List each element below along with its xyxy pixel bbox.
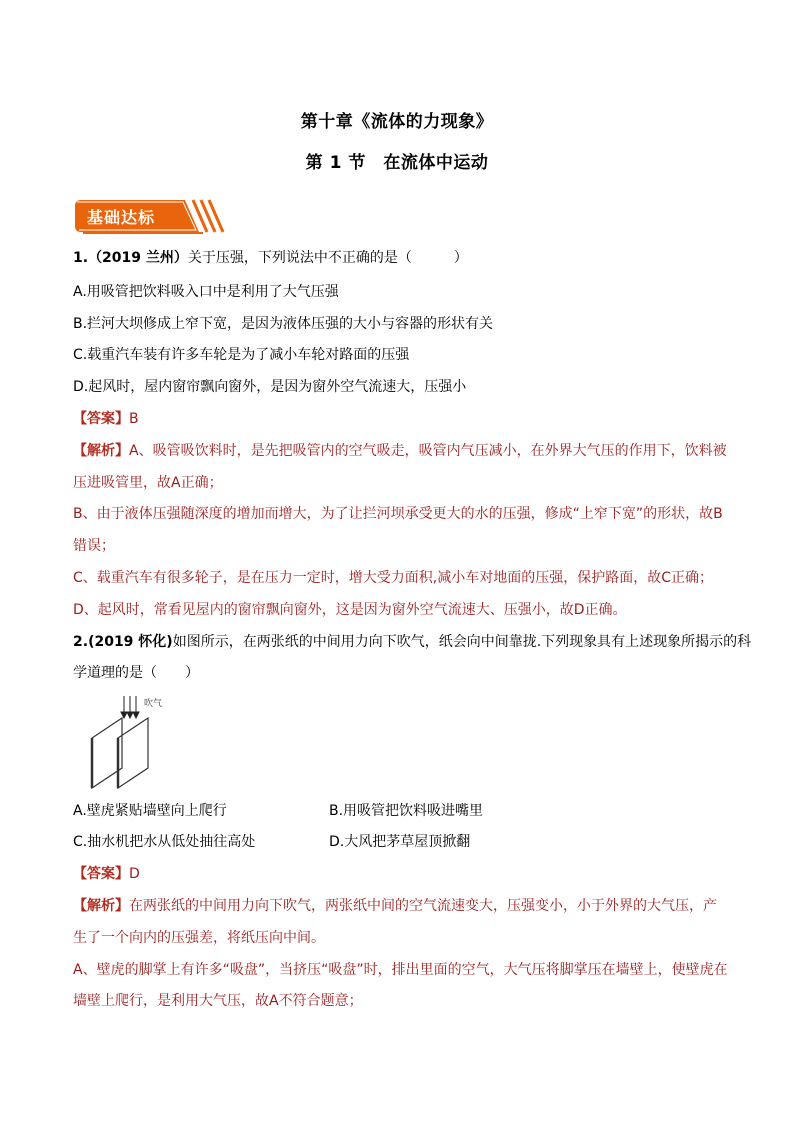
q2-analysis-line-1 — [73, 896, 717, 916]
q1-analysis-line-3: B、由于液体压强随深度的增加而增大，为了让拦河坝承受更大的水的压强，修成“上窄下宽”的形状，故B — [73, 506, 723, 522]
two-papers-drawing — [84, 692, 194, 792]
q2-option-a: A.壁虎紧贴墙壁向上爬行 — [73, 803, 227, 819]
q1-source: （2019 兰州） — [88, 250, 188, 266]
q2-analysis-line-4: 墙壁上爬行，是利用大气压，故A不符合题意； — [73, 993, 363, 1009]
q1-analysis-line-1 — [73, 441, 727, 461]
q1-analysis-line-4: 错误； — [73, 538, 115, 554]
banner-label: 基础达标 — [87, 208, 156, 227]
q1-analysis-text-1: A、吸管吸饮料时，是先把吸管内的空气吸走，吸管内气压减小，在外界大气压的作用下，饮料被 — [129, 443, 727, 459]
q2-analysis-line-3: A、壁虎的脚掌上有许多“吸盘”，当挤压“吸盘”时，排出里面的空气，大气压将脚掌压在墙壁上，使壁虎在 — [73, 962, 728, 978]
q2-analysis-label: 【解析】 — [73, 898, 129, 914]
q1-option-c: C.载重汽车装有许多车轮是为了减小车轮对路面的压强 — [73, 347, 410, 363]
section-title: 第 1 节 在流体中运动 — [305, 153, 489, 173]
q2-analysis-line-2: 生了一个向内的压强差，将纸压向中间。 — [73, 930, 325, 946]
q1-analysis-line-6: D、起风时，常看见屋内的窗帘飘向窗外，这是因为窗外空气流速大、压强小，故D正确。 — [73, 602, 627, 618]
q1-option-b: B.拦河大坝修成上窄下宽，是因为液体压强的大小与容器的形状有关 — [73, 316, 494, 332]
figure-blow-label: 吹气 — [144, 699, 163, 709]
q1-option-d: D.起风时，屋内窗帘飘向窗外，是因为窗外空气流速大，压强小 — [73, 379, 467, 395]
q1-number: 1. — [73, 250, 89, 266]
q1-answer — [73, 409, 139, 429]
q2-answer-value: D — [129, 866, 140, 882]
q2-option-c: C.抽水机把水从低处抽往高处 — [73, 834, 256, 850]
q2-number: 2. — [73, 634, 89, 650]
q1-answer-label: 【答案】 — [73, 411, 129, 427]
q2-option-b: B.用吸管把饮料吸进嘴里 — [329, 803, 484, 819]
q1-answer-value: B — [129, 411, 139, 427]
q1-analysis-line-5: C、载重汽车有很多轮子，是在压力一定时，增大受力面积,减小车对地面的压强，保护路面，故C正确； — [73, 570, 713, 586]
basic-standard-banner — [73, 197, 233, 235]
q2-analysis-text-1: 在两张纸的中间用力向下吹气，两张纸中间的空气流速变大，压强变小，小于外界的大气压，产 — [129, 898, 717, 914]
q2-stem-line-2: 学道理的是（ ） — [73, 665, 199, 681]
q1-analysis-line-2: 压进吸管里，故A正确； — [73, 475, 223, 491]
q1-stem-text: 关于压强，下列说法中不正确的是（ ） — [187, 250, 468, 266]
q2-stem-line-1 — [73, 632, 751, 652]
q2-source: (2019 怀化) — [88, 634, 173, 650]
q2-answer-label: 【答案】 — [73, 866, 129, 882]
q2-stem-text-1: 如图所示，在两张纸的中间用力向下吹气，纸会向中间靠拢.下列现象具有上述现象所揭示的科 — [172, 634, 752, 650]
q1-analysis-label: 【解析】 — [73, 443, 129, 459]
q2-answer — [73, 864, 140, 884]
q1-option-a: A.用吸管把饮料吸入口中是利用了大气压强 — [73, 284, 339, 300]
q2-option-d: D.大风把茅草屋顶掀翻 — [329, 834, 471, 850]
two-papers-figure — [84, 692, 194, 792]
q1-stem — [73, 248, 468, 268]
chapter-title: 第十章《流体的力现象》 — [300, 112, 494, 132]
